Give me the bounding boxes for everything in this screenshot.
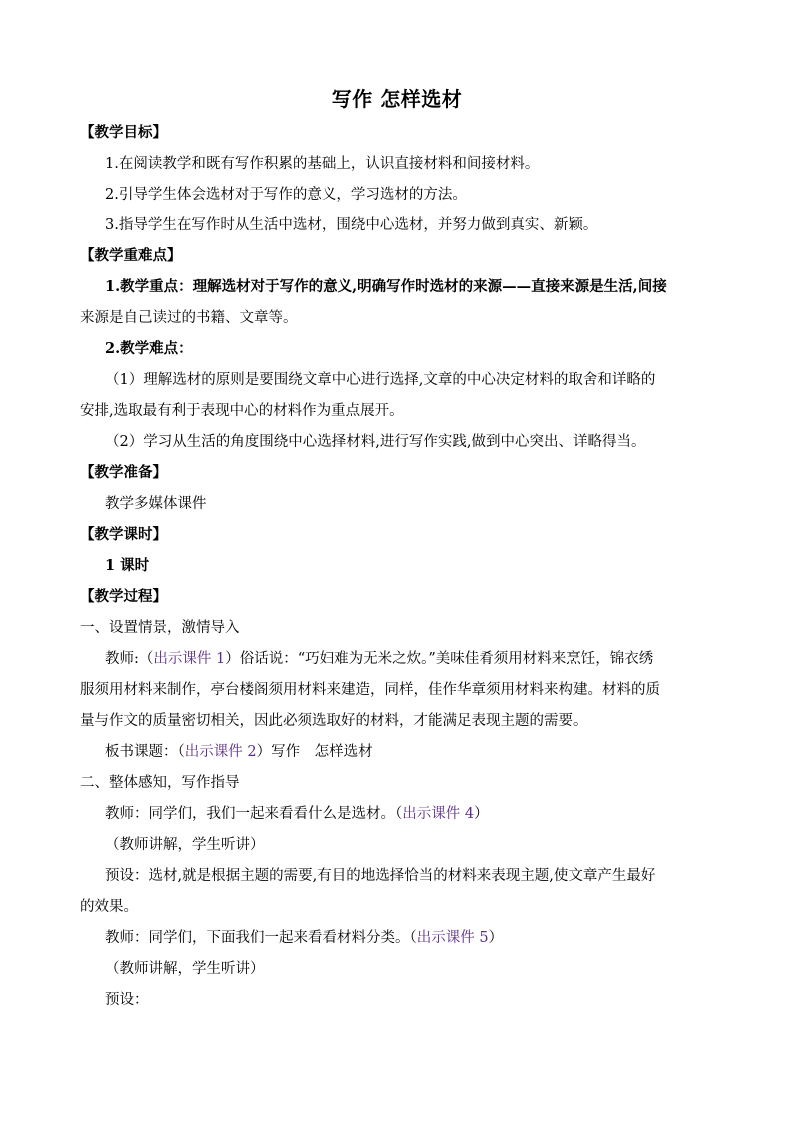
section-2-teacher-line-1 <box>105 804 489 824</box>
key-points-heading: 【教学重难点】 <box>80 247 182 264</box>
page-title: 写作 怎样选材 <box>331 87 463 111</box>
teacher-label: 教师:（ <box>105 651 154 667</box>
section-1-line-1-rest: ）俗话说：“巧妇难为无米之炊。”美味佳肴须用材料来烹饪，锦衣绣 <box>225 651 654 667</box>
teacher-question-1: 教师：同学们，我们一起来看看什么是选材。（ <box>105 806 403 822</box>
difficulty-1-line-2: 安排,选取最有利于表现中心的材料作为重点展开。 <box>80 403 404 419</box>
teacher-question-2: 教师：同学们，下面我们一起来看看材料分类。（ <box>105 930 417 946</box>
courseware-5-ref: 出示课件 5 <box>416 930 489 946</box>
explain-line-2: （教师讲解，学生听讲） <box>105 961 265 977</box>
periods-content: 1 课时 <box>105 557 150 574</box>
bracket-close-1: ） <box>474 806 489 822</box>
section-1-line-1 <box>105 649 653 669</box>
difficulty-label: 2.教学难点： <box>105 340 193 357</box>
objectives-heading: 【教学目标】 <box>80 124 167 141</box>
difficulty-1-line-1: （1）理解选材的原则是要围绕文章中心进行选择,文章的中心决定材料的取舍和详略的 <box>105 372 656 388</box>
key-focus-line-2: 来源是自己读过的书籍、文章等。 <box>80 310 298 326</box>
key-focus-text-1: 1.教学重点：理解选材对于写作的意义,明确写作时选材的来源——直接来源是生活,间接 <box>105 278 667 295</box>
section-1-line-2: 服须用材料来制作，亭台楼阁须用材料来建造，同样，佳作华章须用材料来构建。材料的质 <box>80 682 660 698</box>
explain-line-1: （教师讲解，学生听讲） <box>105 837 265 853</box>
section-2-teacher-line-2 <box>105 928 503 948</box>
bracket-close-2: ） <box>488 930 504 946</box>
objective-item-3: 3.指导学生在写作时从生活中选材，围绕中心选材，并努力做到真实、新颖。 <box>105 217 598 233</box>
courseware-4-ref: 出示课件 4 <box>402 806 475 822</box>
section-2-title: 二、整体感知，写作指导 <box>80 775 240 791</box>
board-suffix: ）写作 怎样选材 <box>256 744 373 760</box>
courseware-2-ref: 出示课件 2 <box>184 744 257 760</box>
preset-2-label: 预设： <box>105 992 149 1008</box>
process-heading: 【教学过程】 <box>80 588 167 605</box>
board-title-line <box>105 742 373 762</box>
courseware-1-ref: 出示课件 1 <box>153 651 226 667</box>
objective-item-1: 1.在阅读教学和既有写作积累的基础上，认识直接材料和间接材料。 <box>105 156 540 172</box>
section-1-line-3: 量与作文的质量密切相关，因此必须选取好的材料，才能满足表现主题的需要。 <box>80 713 588 729</box>
board-prefix: 板书课题：（ <box>105 744 185 760</box>
periods-heading: 【教学课时】 <box>80 526 167 543</box>
preset-1-line-1: 预设：选材,就是根据主题的需要,有目的地选择恰当的材料来表现主题,使文章产生最好 <box>105 868 656 884</box>
objective-item-2: 2.引导学生体会选材对于写作的意义，学习选材的方法。 <box>105 187 467 203</box>
difficulty-2: （2）学习从生活的角度围绕中心选择材料,进行写作实践,做到中心突出、详略得当。 <box>105 434 646 450</box>
section-1-title: 一、设置情景，激情导入 <box>80 620 240 636</box>
preparation-heading: 【教学准备】 <box>80 464 167 481</box>
preparation-content: 教学多媒体课件 <box>105 496 207 512</box>
key-focus-line-1 <box>105 277 667 297</box>
preset-1-line-2: 的效果。 <box>80 899 138 915</box>
